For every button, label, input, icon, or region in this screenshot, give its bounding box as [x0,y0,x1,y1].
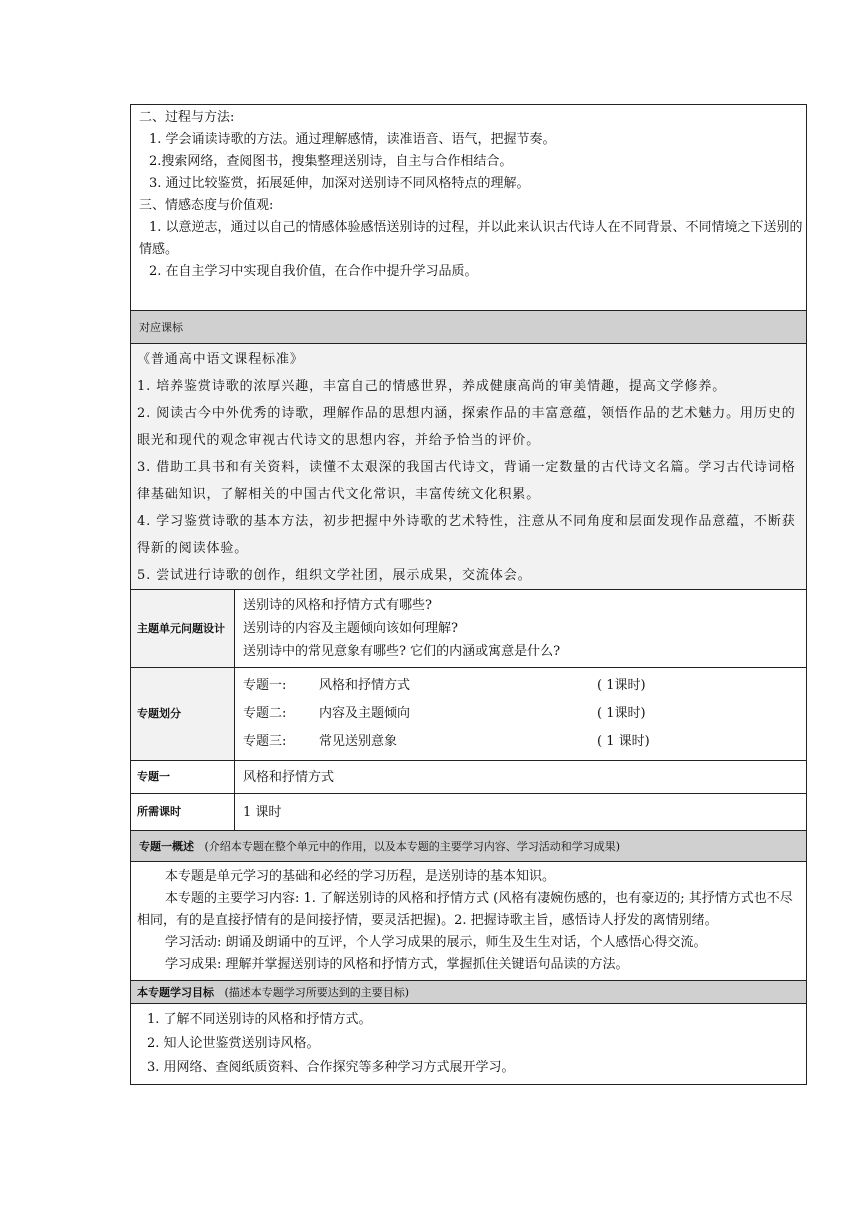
hours-value: 1 课时 [235,794,807,831]
topic-number: 专题二: [243,706,287,721]
lesson-plan-page [130,104,806,1085]
process-item-2: 2.搜索网络，查阅图书，搜集整理送别诗，自主与合作相结合。 [149,154,513,169]
standard-item-1: 1. 培养鉴赏诗歌的浓厚兴趣，丰富自己的情感世界，养成健康高尚的审美情趣，提高文学修养。 [137,379,727,394]
emotion-item-2: 2. 在自主学习中实现自我价值，在合作中提升学习品质。 [149,264,478,279]
standard-item-2: 2. 阅读古今中外优秀的诗歌，理解作品的思想内涵，探索作品的丰富意蕴，领悟作品的艺术魅力。用历史的眼光和现代的观念审视古代诗文的思想内容，并给予恰当的评价。 [137,406,796,448]
goals-header-row [131,981,807,1004]
topic-hours: ( 1课时) [597,678,646,693]
goal-1: 1. 了解不同送别诗的风格和抒情方式。 [147,1012,372,1027]
topics-row [131,668,807,761]
topic1-label: 专题一 [131,761,235,794]
theme-questions-row [131,590,807,668]
overview-para-2: 本专题的主要学习内容: 1. 了解送别诗的风格和抒情方式 (风格有凄婉伤感的，也有豪迈的; 其抒情方式也不尽相同，有的是直接抒情有的是间接抒情，要灵活把握)。2. 把握诗歌主旨，感悟诗人抒发的离情别绪。 [137,891,793,928]
standards-header-row [131,311,807,344]
theme-questions-label: 主题单元问题设计 [131,590,235,668]
goals-header-title: 本专题学习目标 [137,986,214,999]
goals-cell [131,1004,807,1085]
theme-questions-cell [235,590,807,668]
overview-header-title: 专题一概述 [139,840,194,853]
goals-row [131,1004,807,1085]
topic-title: 内容及主题倾向 [319,706,411,721]
topics-label: 专题划分 [131,668,235,761]
process-item-1: 1. 学会诵读诗歌的方法。通过理解感情，读准语音、语气，把握节奏。 [149,132,556,147]
standards-title: 《普通高中语文课程标准》 [137,352,304,367]
overview-para-4: 学习成果: 理解并掌握送别诗的风格和抒情方式，掌握抓住关键语句品读的方法。 [165,957,629,972]
standard-item-5: 5. 尝试进行诗歌的创作，组织文学社团，展示成果，交流体会。 [137,568,532,583]
hours-label: 所需课时 [131,794,235,831]
process-item-3: 3. 通过比较鉴赏，拓展延伸，加深对送别诗不同风格特点的理解。 [149,176,530,191]
topic1-row [131,761,807,794]
process-methods-row [131,105,807,311]
goal-2: 2. 知人论世鉴赏送别诗风格。 [147,1036,320,1051]
topic-title: 风格和抒情方式 [319,678,411,693]
goals-header-note: (描述本专题学习所要达到的主要目标) [224,986,410,999]
standards-cell [131,344,807,590]
standards-header: 对应课标 [131,311,807,344]
lesson-plan-table [130,104,807,1085]
heading-emotion-values: 三、情感态度与价值观: [139,198,274,213]
standard-item-3: 3. 借助工具书和有关资料，读懂不太艰深的我国古代诗文，背诵一定数量的古代诗文名篇。学习古代诗词格律基础知识，了解相关的中国古代文化常识，丰富传统文化积累。 [137,460,796,502]
topic-row-2 [243,700,798,728]
heading-process-methods: 二、过程与方法: [139,110,235,125]
overview-para-3: 学习活动: 朗诵及朗诵中的互评，个人学习成果的展示，师生及生生对话，个人感悟心得交流。 [165,935,707,950]
question-3: 送别诗中的常见意象有哪些? 它们的内涵或寓意是什么? [243,644,561,659]
topic-row-1 [243,672,798,700]
overview-row [131,862,807,981]
topic-number: 专题三: [243,734,287,749]
topic-hours: ( 1课时) [597,706,646,721]
overview-header [131,831,807,862]
goal-3: 3. 用网络、查阅纸质资料、合作探究等多种学习方式展开学习。 [147,1060,515,1075]
topic-row-3 [243,728,798,756]
standard-item-4: 4. 学习鉴赏诗歌的基本方法，初步把握中外诗歌的艺术特性，注意从不同角度和层面发现作品意蕴，不断获得新的阅读体验。 [137,514,796,556]
question-2: 送别诗的内容及主题倾向该如何理解? [243,621,458,636]
overview-header-row [131,831,807,862]
topic-number: 专题一: [243,678,287,693]
topic-hours: ( 1 课时) [597,734,650,749]
question-1: 送别诗的风格和抒情方式有哪些? [243,598,432,613]
emotion-item-1: 1. 以意逆志，通过以自己的情感体验感悟送别诗的过程，并以此来认识古代诗人在不同背景、不同情境之下送别的情感。 [139,220,803,257]
topics-cell [235,668,807,761]
topic-title: 常见送别意象 [319,734,398,749]
overview-header-note: (介绍本专题在整个单元中的作用，以及本专题的主要学习内容、学习活动和学习成果) [204,840,621,853]
process-methods-cell [131,105,807,311]
standards-row [131,344,807,590]
topic1-value: 风格和抒情方式 [235,761,807,794]
overview-cell [131,862,807,981]
hours-row [131,794,807,831]
overview-para-1: 本专题是单元学习的基础和必经的学习历程，是送别诗的基本知识。 [165,869,556,884]
goals-header [131,981,807,1004]
